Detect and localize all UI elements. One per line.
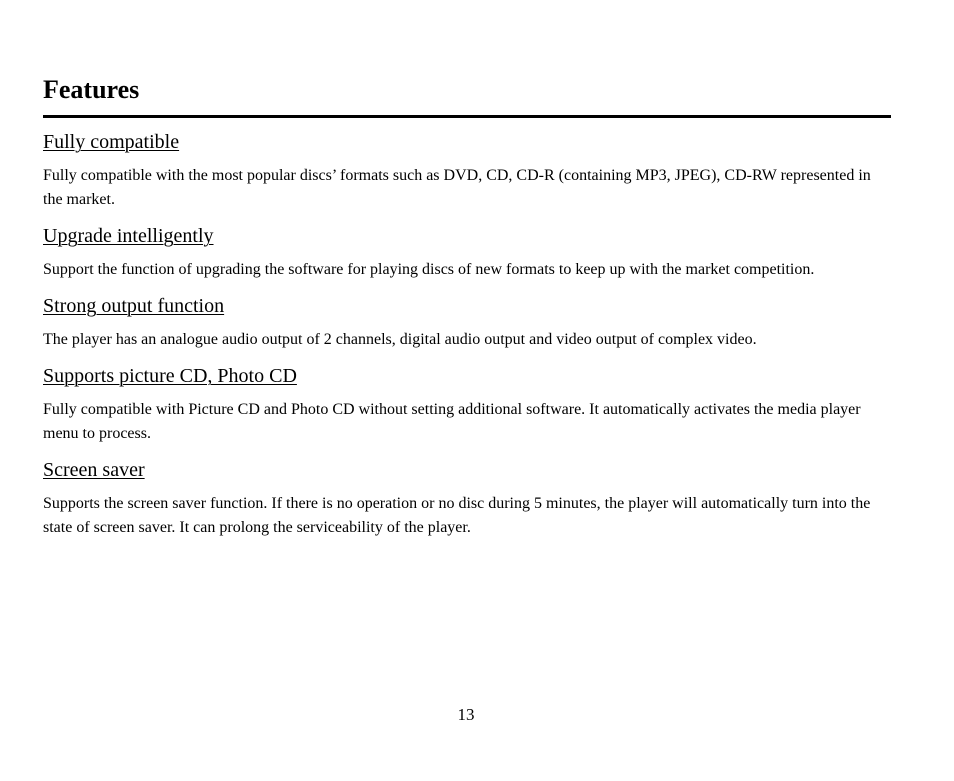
section-heading: Strong output function <box>43 295 225 317</box>
section-heading: Supports picture CD, Photo CD <box>43 365 297 387</box>
section-body: Supports the screen saver function. If there is no operation or no disc during 5 minutes, the player will automatically turn into the state of screen saver. It can prolong the serviceability of the player. <box>43 495 871 536</box>
section-body: Support the function of upgrading the software for playing discs of new formats to keep up with the market competition. <box>43 261 815 278</box>
section-strong-output-function <box>43 292 893 352</box>
section-body: Fully compatible with Picture CD and Photo CD without setting additional software. It automatically activates the media player menu to process. <box>43 401 861 442</box>
section-body: The player has an analogue audio output of 2 channels, digital audio output and video output of complex video. <box>43 331 757 348</box>
section-heading: Upgrade intelligently <box>43 225 214 247</box>
page-number: 13 <box>457 705 475 724</box>
section-heading: Fully compatible <box>43 131 180 153</box>
title-divider <box>43 115 891 118</box>
features-content <box>43 128 893 550</box>
section-screen-saver <box>43 456 893 540</box>
section-heading: Screen saver <box>43 459 145 481</box>
page-title: Features <box>43 75 140 104</box>
section-fully-compatible <box>43 128 893 212</box>
section-upgrade-intelligently <box>43 222 893 282</box>
section-body: Fully compatible with the most popular discs’ formats such as DVD, CD, CD-R (containing MP3, JPEG), CD-RW represented in the market. <box>43 167 871 208</box>
section-picture-cd <box>43 362 893 446</box>
